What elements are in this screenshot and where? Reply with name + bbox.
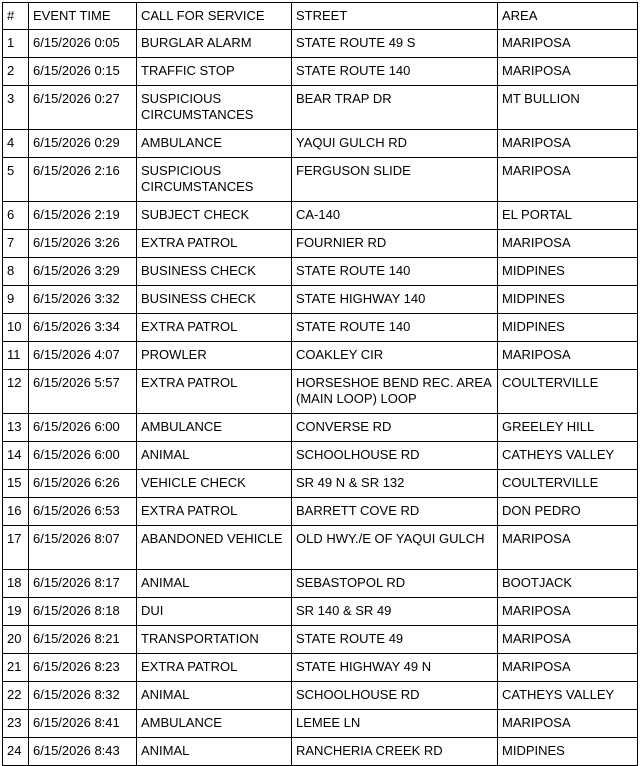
cell-event-time: 6/15/2026 6:53: [29, 498, 137, 526]
table-row: [3, 314, 638, 342]
cell-street: CA-140: [292, 202, 498, 230]
cell-number: 4: [3, 130, 29, 158]
cell-street: FOURNIER RD: [292, 230, 498, 258]
cell-number: 7: [3, 230, 29, 258]
cell-street: STATE HIGHWAY 140: [292, 286, 498, 314]
cell-area: CATHEYS VALLEY: [498, 442, 638, 470]
cell-event-time: 6/15/2026 8:41: [29, 710, 137, 738]
cell-event-time: 6/15/2026 4:07: [29, 342, 137, 370]
cell-event-time: 6/15/2026 2:19: [29, 202, 137, 230]
cell-call-for-service: EXTRA PATROL: [137, 314, 292, 342]
cell-event-time: 6/15/2026 8:43: [29, 738, 137, 766]
cell-number: 23: [3, 710, 29, 738]
cell-number: 9: [3, 286, 29, 314]
cell-call-for-service: TRANSPORTATION: [137, 626, 292, 654]
cell-area: MARIPOSA: [498, 626, 638, 654]
cell-call-for-service: ANIMAL: [137, 682, 292, 710]
cell-event-time: 6/15/2026 3:26: [29, 230, 137, 258]
cell-number: 8: [3, 258, 29, 286]
header-row: [3, 3, 638, 30]
cell-call-for-service: AMBULANCE: [137, 130, 292, 158]
table-row: [3, 342, 638, 370]
cell-area: CATHEYS VALLEY: [498, 682, 638, 710]
cell-number: 16: [3, 498, 29, 526]
cell-call-for-service: BUSINESS CHECK: [137, 258, 292, 286]
table-row: [3, 710, 638, 738]
table-body: [3, 30, 638, 766]
cell-area: MARIPOSA: [498, 598, 638, 626]
cell-area: MIDPINES: [498, 258, 638, 286]
cell-street: STATE ROUTE 49 S: [292, 30, 498, 58]
cell-number: 21: [3, 654, 29, 682]
table-row: [3, 682, 638, 710]
cell-call-for-service: TRAFFIC STOP: [137, 58, 292, 86]
cell-number: 14: [3, 442, 29, 470]
cell-call-for-service: DUI: [137, 598, 292, 626]
cell-number: 12: [3, 370, 29, 414]
cell-area: MARIPOSA: [498, 58, 638, 86]
cell-call-for-service: SUSPICIOUS CIRCUMSTANCES: [137, 86, 292, 130]
cell-street: YAQUI GULCH RD: [292, 130, 498, 158]
cell-event-time: 6/15/2026 0:29: [29, 130, 137, 158]
cell-call-for-service: ANIMAL: [137, 738, 292, 766]
header-event-time: EVENT TIME: [29, 3, 137, 30]
cell-street: OLD HWY./E OF YAQUI GULCH: [292, 526, 498, 570]
table-row: [3, 442, 638, 470]
cell-area: COULTERVILLE: [498, 370, 638, 414]
table-row: [3, 86, 638, 130]
cell-call-for-service: AMBULANCE: [137, 414, 292, 442]
cell-call-for-service: SUSPICIOUS CIRCUMSTANCES: [137, 158, 292, 202]
cell-area: MARIPOSA: [498, 230, 638, 258]
cell-street: FERGUSON SLIDE: [292, 158, 498, 202]
table-row: [3, 498, 638, 526]
cell-call-for-service: BURGLAR ALARM: [137, 30, 292, 58]
cell-street: SEBASTOPOL RD: [292, 570, 498, 598]
cell-call-for-service: SUBJECT CHECK: [137, 202, 292, 230]
cell-event-time: 6/15/2026 0:05: [29, 30, 137, 58]
table-row: [3, 202, 638, 230]
cell-call-for-service: EXTRA PATROL: [137, 370, 292, 414]
cell-event-time: 6/15/2026 8:23: [29, 654, 137, 682]
header-call-for-service: CALL FOR SERVICE: [137, 3, 292, 30]
table-row: [3, 130, 638, 158]
cell-street: RANCHERIA CREEK RD: [292, 738, 498, 766]
cell-number: 20: [3, 626, 29, 654]
header-street: STREET: [292, 3, 498, 30]
cell-call-for-service: VEHICLE CHECK: [137, 470, 292, 498]
cell-area: COULTERVILLE: [498, 470, 638, 498]
cell-number: 2: [3, 58, 29, 86]
cell-number: 19: [3, 598, 29, 626]
cell-area: BOOTJACK: [498, 570, 638, 598]
table-row: [3, 58, 638, 86]
cell-area: MARIPOSA: [498, 158, 638, 202]
cell-number: 10: [3, 314, 29, 342]
cell-area: MARIPOSA: [498, 30, 638, 58]
cell-event-time: 6/15/2026 0:27: [29, 86, 137, 130]
cell-street: STATE HIGHWAY 49 N: [292, 654, 498, 682]
cell-street: HORSESHOE BEND REC. AREA (MAIN LOOP) LOOP: [292, 370, 498, 414]
cell-area: MARIPOSA: [498, 130, 638, 158]
cell-number: 11: [3, 342, 29, 370]
cell-street: BEAR TRAP DR: [292, 86, 498, 130]
cell-number: 18: [3, 570, 29, 598]
cell-area: MARIPOSA: [498, 342, 638, 370]
call-log-table: [2, 2, 638, 766]
cell-street: STATE ROUTE 49: [292, 626, 498, 654]
cell-area: MIDPINES: [498, 738, 638, 766]
cell-number: 13: [3, 414, 29, 442]
cell-street: BARRETT COVE RD: [292, 498, 498, 526]
table-row: [3, 258, 638, 286]
cell-street: SCHOOLHOUSE RD: [292, 682, 498, 710]
cell-event-time: 6/15/2026 6:26: [29, 470, 137, 498]
cell-call-for-service: ABANDONED VEHICLE: [137, 526, 292, 570]
cell-call-for-service: ANIMAL: [137, 570, 292, 598]
cell-street: SCHOOLHOUSE RD: [292, 442, 498, 470]
table-row: [3, 30, 638, 58]
cell-call-for-service: AMBULANCE: [137, 710, 292, 738]
cell-area: MARIPOSA: [498, 526, 638, 570]
cell-call-for-service: EXTRA PATROL: [137, 230, 292, 258]
cell-area: EL PORTAL: [498, 202, 638, 230]
cell-street: SR 140 & SR 49: [292, 598, 498, 626]
cell-event-time: 6/15/2026 8:07: [29, 526, 137, 570]
table-row: [3, 230, 638, 258]
table-row: [3, 598, 638, 626]
cell-call-for-service: EXTRA PATROL: [137, 498, 292, 526]
table-header: [3, 3, 638, 30]
cell-number: 17: [3, 526, 29, 570]
table-row: [3, 738, 638, 766]
cell-call-for-service: PROWLER: [137, 342, 292, 370]
cell-area: MARIPOSA: [498, 654, 638, 682]
cell-street: SR 49 N & SR 132: [292, 470, 498, 498]
cell-event-time: 6/15/2026 8:17: [29, 570, 137, 598]
cell-street: LEMEE LN: [292, 710, 498, 738]
cell-call-for-service: BUSINESS CHECK: [137, 286, 292, 314]
table-row: [3, 570, 638, 598]
cell-number: 5: [3, 158, 29, 202]
cell-number: 22: [3, 682, 29, 710]
cell-number: 24: [3, 738, 29, 766]
cell-event-time: 6/15/2026 5:57: [29, 370, 137, 414]
cell-event-time: 6/15/2026 8:21: [29, 626, 137, 654]
table-row: [3, 526, 638, 570]
cell-event-time: 6/15/2026 3:34: [29, 314, 137, 342]
table-row: [3, 370, 638, 414]
cell-event-time: 6/15/2026 3:29: [29, 258, 137, 286]
table-row: [3, 414, 638, 442]
cell-number: 15: [3, 470, 29, 498]
cell-street: CONVERSE RD: [292, 414, 498, 442]
cell-street: COAKLEY CIR: [292, 342, 498, 370]
cell-event-time: 6/15/2026 6:00: [29, 442, 137, 470]
cell-street: STATE ROUTE 140: [292, 314, 498, 342]
table-row: [3, 626, 638, 654]
cell-area: GREELEY HILL: [498, 414, 638, 442]
cell-area: MARIPOSA: [498, 710, 638, 738]
cell-event-time: 6/15/2026 3:32: [29, 286, 137, 314]
cell-area: MIDPINES: [498, 286, 638, 314]
cell-event-time: 6/15/2026 6:00: [29, 414, 137, 442]
cell-number: 6: [3, 202, 29, 230]
cell-area: MIDPINES: [498, 314, 638, 342]
cell-street: STATE ROUTE 140: [292, 58, 498, 86]
cell-area: DON PEDRO: [498, 498, 638, 526]
cell-number: 1: [3, 30, 29, 58]
cell-number: 3: [3, 86, 29, 130]
table-row: [3, 654, 638, 682]
table-row: [3, 158, 638, 202]
cell-call-for-service: ANIMAL: [137, 442, 292, 470]
cell-event-time: 6/15/2026 8:18: [29, 598, 137, 626]
table-row: [3, 286, 638, 314]
cell-area: MT BULLION: [498, 86, 638, 130]
header-area: AREA: [498, 3, 638, 30]
cell-event-time: 6/15/2026 0:15: [29, 58, 137, 86]
header-number: #: [3, 3, 29, 30]
table-row: [3, 470, 638, 498]
cell-call-for-service: EXTRA PATROL: [137, 654, 292, 682]
cell-event-time: 6/15/2026 8:32: [29, 682, 137, 710]
cell-event-time: 6/15/2026 2:16: [29, 158, 137, 202]
cell-street: STATE ROUTE 140: [292, 258, 498, 286]
